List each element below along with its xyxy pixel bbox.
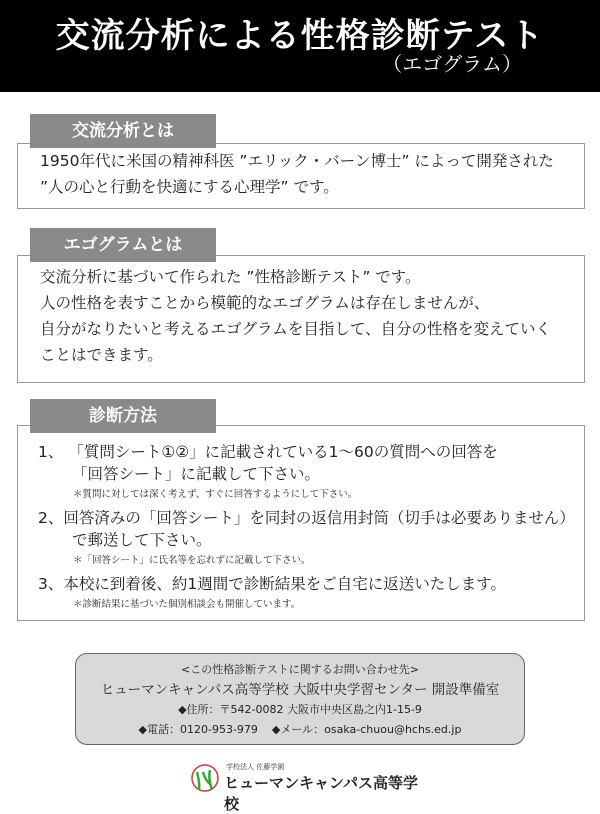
step-number: 3、 <box>38 575 64 593</box>
page-header <box>0 0 600 92</box>
contact-org: ヒューマンキャンパス高等学校 大阪中央学習センター 開設準備室 <box>100 682 500 698</box>
section-transactional-analysis <box>17 143 585 209</box>
school-emblem-icon <box>190 760 220 794</box>
step-text: 回答済みの「回答シート」を同封の返信用封筒（切手は必要ありません） <box>63 509 575 527</box>
step-2 <box>18 507 584 551</box>
text-line: 1950年代に米国の精神科医 ”エリック・バーン博士” によって開発された <box>40 152 554 170</box>
section-heading-egogram: エゴグラムとは <box>30 228 216 262</box>
step-note: ＊「回答シート」に氏名等を忘れずに記載して下さい。 <box>73 555 311 566</box>
section-method <box>17 425 585 621</box>
contact-address: ◆住所：〒542-0082 大阪市中央区島之内1-15-9 <box>178 703 422 716</box>
step-note: ＊質問に対しては深く考えず、すぐに回答するようにして下さい。 <box>73 489 358 500</box>
step-note: ＊診断結果に基づいた個別相談会も開催しています。 <box>73 599 301 610</box>
text-line: 交流分析に基づいて作られた ”性格診断テスト” です。 <box>40 268 421 286</box>
logo-corp: 学校法人 佐藤学園 <box>226 763 285 771</box>
text-line: 人の性格を表すことから模範的なエゴグラムは存在しませんが、 <box>40 294 490 312</box>
text-line: ことはできます。 <box>40 346 163 364</box>
page-title: 交流分析による性格診断テスト <box>55 16 545 56</box>
step-text-cont: 「回答シート」に記載して下さい。 <box>72 465 321 483</box>
section-heading-transactional-analysis: 交流分析とは <box>30 114 216 148</box>
section-egogram <box>17 255 585 383</box>
step-text-cont: で郵送して下さい。 <box>72 531 212 549</box>
text-line: ”人の心と行動を快適にする心理学” です。 <box>40 178 339 196</box>
step-1 <box>18 441 584 485</box>
contact-box <box>75 653 525 745</box>
contact-heading: <この性格診断テストに関するお問い合わせ先> <box>181 663 419 676</box>
step-number: 2、 <box>38 509 64 527</box>
section-heading-method: 診断方法 <box>30 399 216 433</box>
contact-email[interactable]: ◆メール：osaka-chuou@hchs.ed.jp <box>271 723 462 736</box>
step-number: 1、 <box>38 443 64 461</box>
text-line: 自分がなりたいと考えるエゴグラムを目指して、自分の性格を変えていく <box>40 320 552 338</box>
step-text: 本校に到着後、約1週間で診断結果をご自宅に返送いたします。 <box>63 575 506 593</box>
step-3 <box>18 573 584 595</box>
page-subtitle: （エゴグラム） <box>382 52 522 76</box>
school-logo <box>190 760 430 813</box>
step-text: 「質問シート①②」に記載されている1～60の質問への回答を <box>68 443 498 461</box>
contact-phone: ◆電話：0120-953-979 <box>138 723 258 736</box>
logo-name: ヒューマンキャンパス高等学校 <box>224 774 418 813</box>
